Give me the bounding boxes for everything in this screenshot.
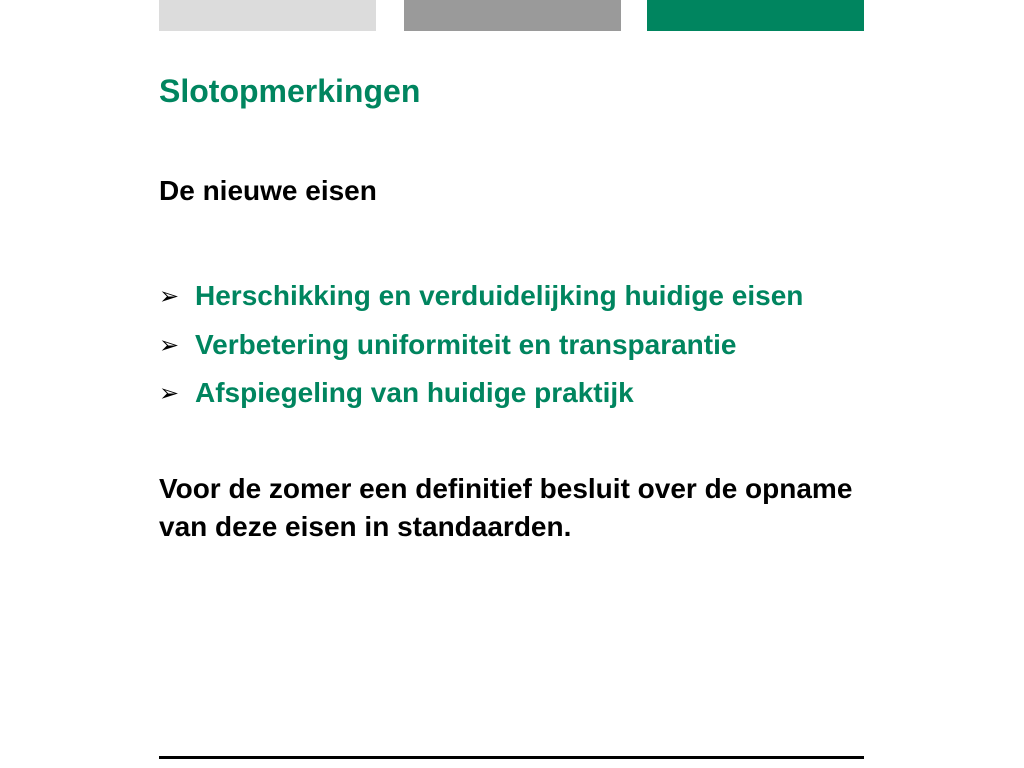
bullet-item xyxy=(159,321,803,370)
bullet-text: Afspiegeling van huidige praktijk xyxy=(195,377,634,409)
header-bar-light xyxy=(159,0,376,31)
bullet-list xyxy=(159,272,803,418)
bullet-text: Verbetering uniformiteit en transparantie xyxy=(195,328,737,360)
header-bar-mid xyxy=(404,0,621,31)
conclusion-text: Voor de zomer een definitief besluit over de opname van deze eisen in standaarden. xyxy=(159,473,853,542)
header-bar-accent xyxy=(647,0,864,31)
slide-subtitle: De nieuwe eisen xyxy=(159,175,377,206)
bullet-item xyxy=(159,369,803,418)
arrow-bullet-icon: ➢ xyxy=(159,379,180,408)
bullet-item xyxy=(159,272,803,321)
footer-divider xyxy=(159,756,864,759)
arrow-bullet-icon: ➢ xyxy=(159,330,180,359)
arrow-bullet-icon: ➢ xyxy=(159,282,180,311)
slide-title: Slotopmerkingen xyxy=(159,73,421,109)
bullet-text: Herschikking en verduidelijking huidige eisen xyxy=(195,280,804,312)
